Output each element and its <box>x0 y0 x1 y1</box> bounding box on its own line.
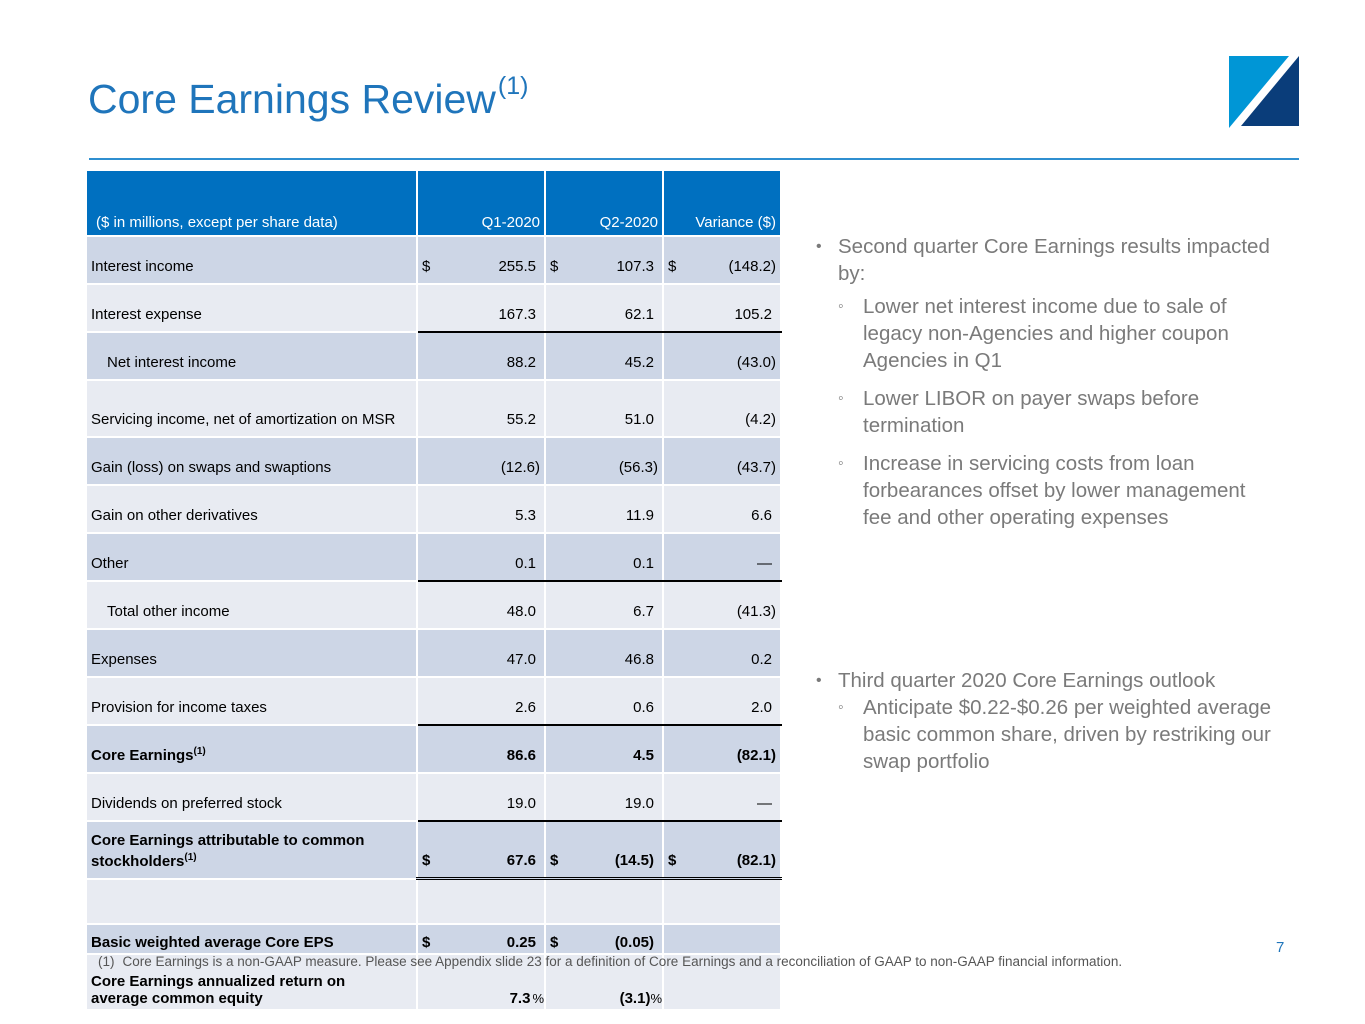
row-label: Gain on other derivatives <box>87 485 417 533</box>
currency-symbol: $ <box>422 852 431 869</box>
cell-value: 67.6 <box>506 852 536 869</box>
table-row <box>87 485 781 533</box>
title-divider <box>89 158 1299 160</box>
table-row <box>87 821 781 879</box>
cell-value: 62.1 <box>624 306 654 323</box>
table-row <box>87 629 781 677</box>
spacer-row <box>87 879 781 925</box>
column-header-variance: Variance ($) <box>663 171 781 236</box>
cell-value: 107.3 <box>616 258 654 275</box>
cell-value: (4.2) <box>745 411 776 428</box>
footnote <box>98 954 1122 969</box>
cell-value: (82.1) <box>736 852 776 869</box>
page-title <box>88 72 528 123</box>
column-header-q1: Q1-2020 <box>417 171 545 236</box>
row-label: Net interest income <box>87 332 417 380</box>
cell-value: 86.6 <box>506 747 536 764</box>
cell-value: 2.0 <box>751 699 772 716</box>
row-label: Basic weighted average Core EPS <box>87 924 417 954</box>
unit-label: % <box>650 991 662 1006</box>
cell-value: (3.1) <box>619 990 651 1007</box>
commentary-group-q3 <box>814 667 1274 775</box>
cell-value: 47.0 <box>506 651 536 668</box>
table-row <box>87 924 781 954</box>
cell-value: 48.0 <box>506 603 536 620</box>
currency-symbol: $ <box>668 258 677 275</box>
title-footnote-marker: (1) <box>497 72 529 100</box>
page-number: 7 <box>1276 939 1285 956</box>
footnote-text: Core Earnings is a non-GAAP measure. Please see Appendix slide 23 for a definition of Core Earnings and a reconciliation of GAAP to non-GAAP financial information. <box>122 954 1123 969</box>
table-row <box>87 533 781 581</box>
row-label-text: average common equity <box>91 990 263 1007</box>
cell-value: 5.3 <box>515 507 536 524</box>
cell-value: (12.6) <box>500 459 540 476</box>
table-row <box>87 677 781 725</box>
cell-value: 19.0 <box>624 795 654 812</box>
table-header-row <box>87 171 781 236</box>
bullet-sub: ◦ Increase in servicing costs from loan forbearances offset by lower management fee and other operating expenses <box>814 450 1274 531</box>
core-earnings-table <box>87 171 782 1011</box>
cell-value: 51.0 <box>624 411 654 428</box>
table-row <box>87 380 781 437</box>
cell-value: 2.6 <box>515 699 536 716</box>
row-label: Dividends on preferred stock <box>87 773 417 821</box>
cell-value: 4.5 <box>633 747 654 764</box>
row-label-text: stockholders <box>91 852 185 870</box>
currency-symbol: $ <box>550 258 559 275</box>
column-header-q2: Q2-2020 <box>545 171 663 236</box>
table-row <box>87 284 781 332</box>
row-label <box>87 821 417 879</box>
cell-value: 0.1 <box>515 555 536 572</box>
cell-value: 7.3 <box>509 990 531 1007</box>
table-row <box>87 236 781 284</box>
cell-value: (14.5) <box>614 852 654 869</box>
cell-value: 0.25 <box>506 934 536 951</box>
cell-value: 6.6 <box>751 507 772 524</box>
cell-value: (148.2) <box>728 258 776 275</box>
cell-value: 255.5 <box>498 258 536 275</box>
footnote-marker: (1) <box>184 851 197 863</box>
row-label: Other <box>87 533 417 581</box>
row-label: Total other income <box>87 581 417 629</box>
cell-value: 55.2 <box>506 411 536 428</box>
cell-value: (82.1) <box>736 747 776 764</box>
cell-value: 11.9 <box>625 507 654 524</box>
currency-symbol: $ <box>668 852 677 869</box>
cell-value: (43.7) <box>736 459 776 476</box>
table-row <box>87 581 781 629</box>
cell-value: 19.0 <box>506 795 536 812</box>
footnote-marker: (1) <box>193 746 206 757</box>
currency-symbol: $ <box>550 852 559 869</box>
row-label: Interest income <box>87 236 417 284</box>
row-label: Interest expense <box>87 284 417 332</box>
cell-value: — <box>757 555 772 572</box>
row-label: Provision for income taxes <box>87 677 417 725</box>
row-label: Gain (loss) on swaps and swaptions <box>87 437 417 485</box>
column-header-label: ($ in millions, except per share data) <box>87 171 417 236</box>
currency-symbol: $ <box>550 934 559 951</box>
unit-label: % <box>532 991 544 1006</box>
cell-value: 45.2 <box>624 354 654 371</box>
table-row <box>87 773 781 821</box>
cell-value: 0.6 <box>633 699 654 716</box>
row-label: Servicing income, net of amortization on MSR <box>87 380 417 437</box>
cell-value: 88.2 <box>506 354 536 371</box>
bullet-sub: ◦ Anticipate $0.22-$0.26 per weighted average basic common share, driven by restriking our swap portfolio <box>814 694 1274 775</box>
cell-value: (41.3) <box>736 603 776 620</box>
commentary-group-q2 <box>814 233 1274 531</box>
footnote-marker: (1) <box>98 954 115 969</box>
cell-value: (56.3) <box>618 459 658 476</box>
bullet-main: • Second quarter Core Earnings results impacted by: <box>814 233 1274 287</box>
row-label-text: Core Earnings annualized return on <box>91 973 346 990</box>
bullet-main: • Third quarter 2020 Core Earnings outlook <box>814 667 1274 694</box>
cell-value: 46.8 <box>624 651 654 668</box>
row-label: Expenses <box>87 629 417 677</box>
cell-value: 0.2 <box>751 651 772 668</box>
currency-symbol: $ <box>422 934 431 951</box>
bullet-sub: ◦ Lower net interest income due to sale of legacy non-Agencies and higher coupon Agencies in Q1 <box>814 293 1274 374</box>
table-row <box>87 437 781 485</box>
cell-value: — <box>757 795 772 812</box>
row-label <box>87 725 417 773</box>
table-row <box>87 725 781 773</box>
bullet-sub: ◦ Lower LIBOR on payer swaps before termination <box>814 385 1274 439</box>
cell-value: (0.05) <box>614 934 654 951</box>
cell-value: 6.7 <box>633 603 654 620</box>
cell-value: (43.0) <box>736 354 776 371</box>
title-text: Core Earnings Review <box>88 76 496 122</box>
table-row <box>87 332 781 380</box>
cell-value: 0.1 <box>633 555 654 572</box>
row-label-text: Core Earnings <box>91 747 194 764</box>
cell-value: 105.2 <box>734 306 772 323</box>
company-logo-icon <box>1229 56 1299 130</box>
currency-symbol: $ <box>422 258 431 275</box>
cell-value: 167.3 <box>498 306 536 323</box>
row-label-text: Core Earnings attributable to common <box>91 831 365 849</box>
